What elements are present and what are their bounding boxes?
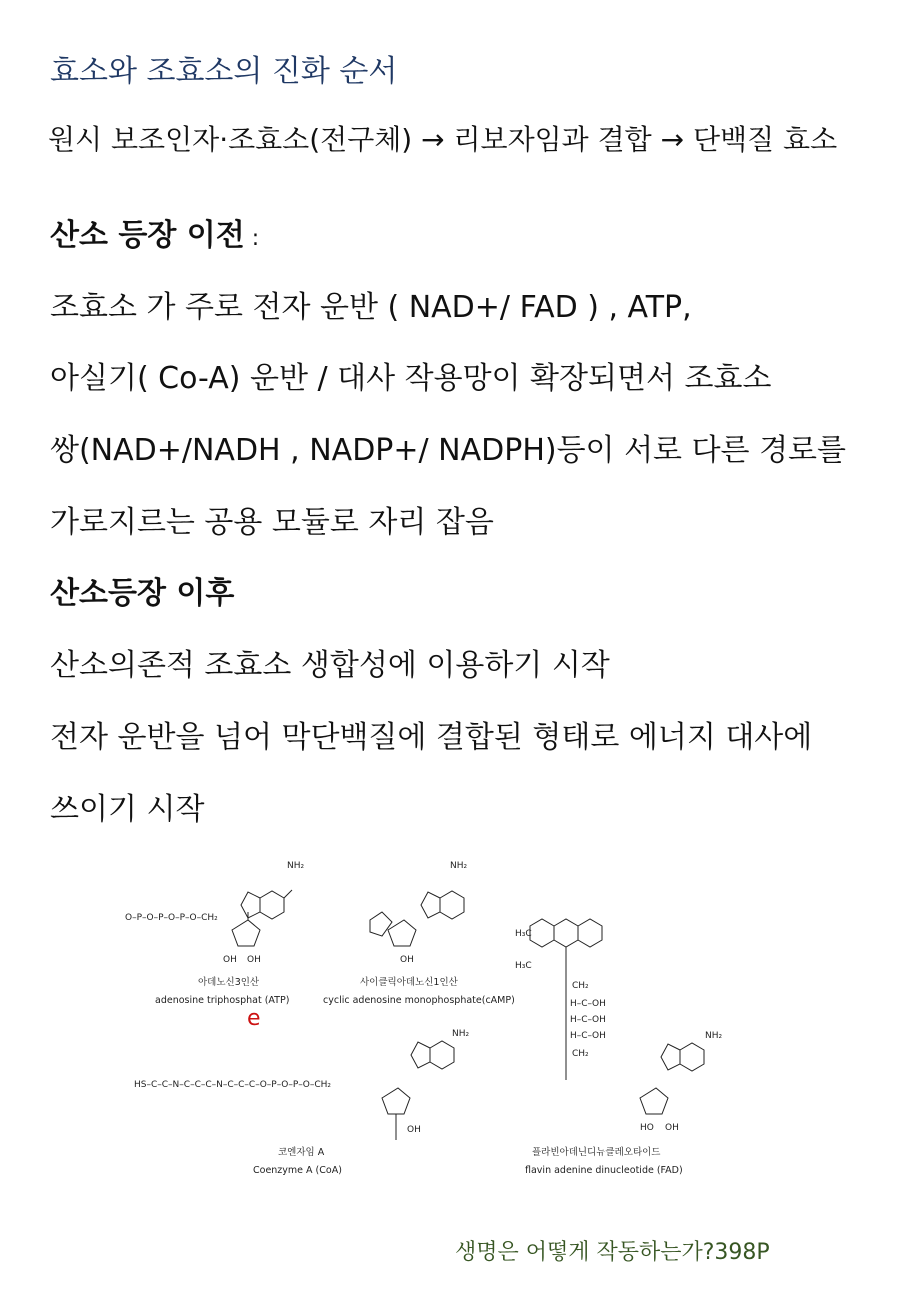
fad-oh-label: OH <box>665 1123 679 1133</box>
camp-english-name: cyclic adenosine monophosphate(cAMP) <box>323 995 515 1006</box>
camp-ribose-ring <box>388 920 416 946</box>
before-oxygen-heading: 산소 등장 이전 <box>50 218 245 253</box>
red-annotation-mark: e <box>247 1006 261 1031</box>
atp-oh-2: OH <box>247 955 261 965</box>
camp-nh2-label: NH₂ <box>450 861 468 871</box>
page-title: 효소와 조효소의 진화 순서 <box>50 54 398 89</box>
atp-nh2-label: NH₂ <box>287 861 305 871</box>
fad-nh2-label: NH₂ <box>705 1031 723 1041</box>
fad-methyl-1: H₃C <box>515 929 532 939</box>
fad-korean-name: 플라빈아데닌디뉴클레오타이드 <box>532 1147 661 1158</box>
before-line-1: 조효소 가 주로 전자 운반 ( NAD+/ FAD ) , ATP, <box>50 290 692 325</box>
fad-choh-3: H–C–OH <box>570 1031 606 1041</box>
source-citation: 생명은 어떻게 작동하는가?398P <box>455 1240 770 1265</box>
after-line-1: 산소의존적 조효소 생합성에 이용하기 시작 <box>50 648 610 683</box>
coa-oh-label: OH <box>407 1125 421 1135</box>
before-line-2: 아실기( Co-A) 운반 / 대사 작용망이 확장되면서 조효소 <box>50 361 772 396</box>
atp-adenine-ring <box>241 890 292 919</box>
after-line-2: 전자 운반을 넘어 막단백질에 결합된 형태로 에너지 대사에 <box>50 720 813 755</box>
fad-ch2-2: CH₂ <box>572 1049 589 1059</box>
coa-chain-label: HS–C–C–N–C–C–C–N–C–C–C–O–P–O–P–O–CH₂ <box>134 1080 331 1090</box>
heading-colon: : <box>244 226 260 251</box>
fad-choh-2: H–C–OH <box>570 1015 606 1025</box>
atp-ribose-ring <box>232 920 260 946</box>
fad-english-name: flavin adenine dinucleotide (FAD) <box>525 1165 683 1176</box>
coa-korean-name: 코엔자임 A <box>278 1147 325 1158</box>
fad-ribose-ring <box>640 1088 668 1114</box>
coenzyme-structures-figure <box>120 850 760 1190</box>
fad-isoalloxazine-ring <box>530 919 602 947</box>
fad-ho-label: HO <box>640 1123 654 1133</box>
before-line-4: 가로지르는 공용 모듈로 자리 잡음 <box>50 505 494 540</box>
coa-english-name: Coenzyme A (CoA) <box>253 1165 342 1176</box>
fad-choh-1: H–C–OH <box>570 999 606 1009</box>
coa-nh2-label: NH₂ <box>452 1029 470 1039</box>
before-line-3: 쌍(NAD+/NADH , NADP+/ NADPH)등이 서로 다른 경로를 <box>50 433 847 468</box>
coa-adenine-ring <box>411 1041 454 1069</box>
after-oxygen-heading: 산소등장 이후 <box>50 576 235 611</box>
atp-english-name: adenosine triphosphat (ATP) <box>155 995 290 1006</box>
structures-svg <box>120 850 760 1190</box>
fad-adenine-ring <box>661 1043 704 1071</box>
after-line-3: 쓰이기 시작 <box>50 792 205 827</box>
camp-oh-label: OH <box>400 955 414 965</box>
fad-ch2-1: CH₂ <box>572 981 589 991</box>
coa-ribose-ring <box>382 1088 410 1114</box>
atp-korean-name: 아데노신3인산 <box>198 977 260 988</box>
before-oxygen-heading-row <box>50 210 259 254</box>
evolution-sequence: 원시 보조인자·조효소(전구체) → 리보자임과 결합 → 단백질 효소 <box>48 123 838 156</box>
fad-methyl-2: H₃C <box>515 961 532 971</box>
atp-triphosphate-label: O–P–O–P–O–P–O–CH₂ <box>125 913 218 923</box>
atp-oh-1: OH <box>223 955 237 965</box>
camp-adenine-ring <box>421 891 464 919</box>
camp-korean-name: 사이클릭아데노신1인산 <box>360 977 458 988</box>
